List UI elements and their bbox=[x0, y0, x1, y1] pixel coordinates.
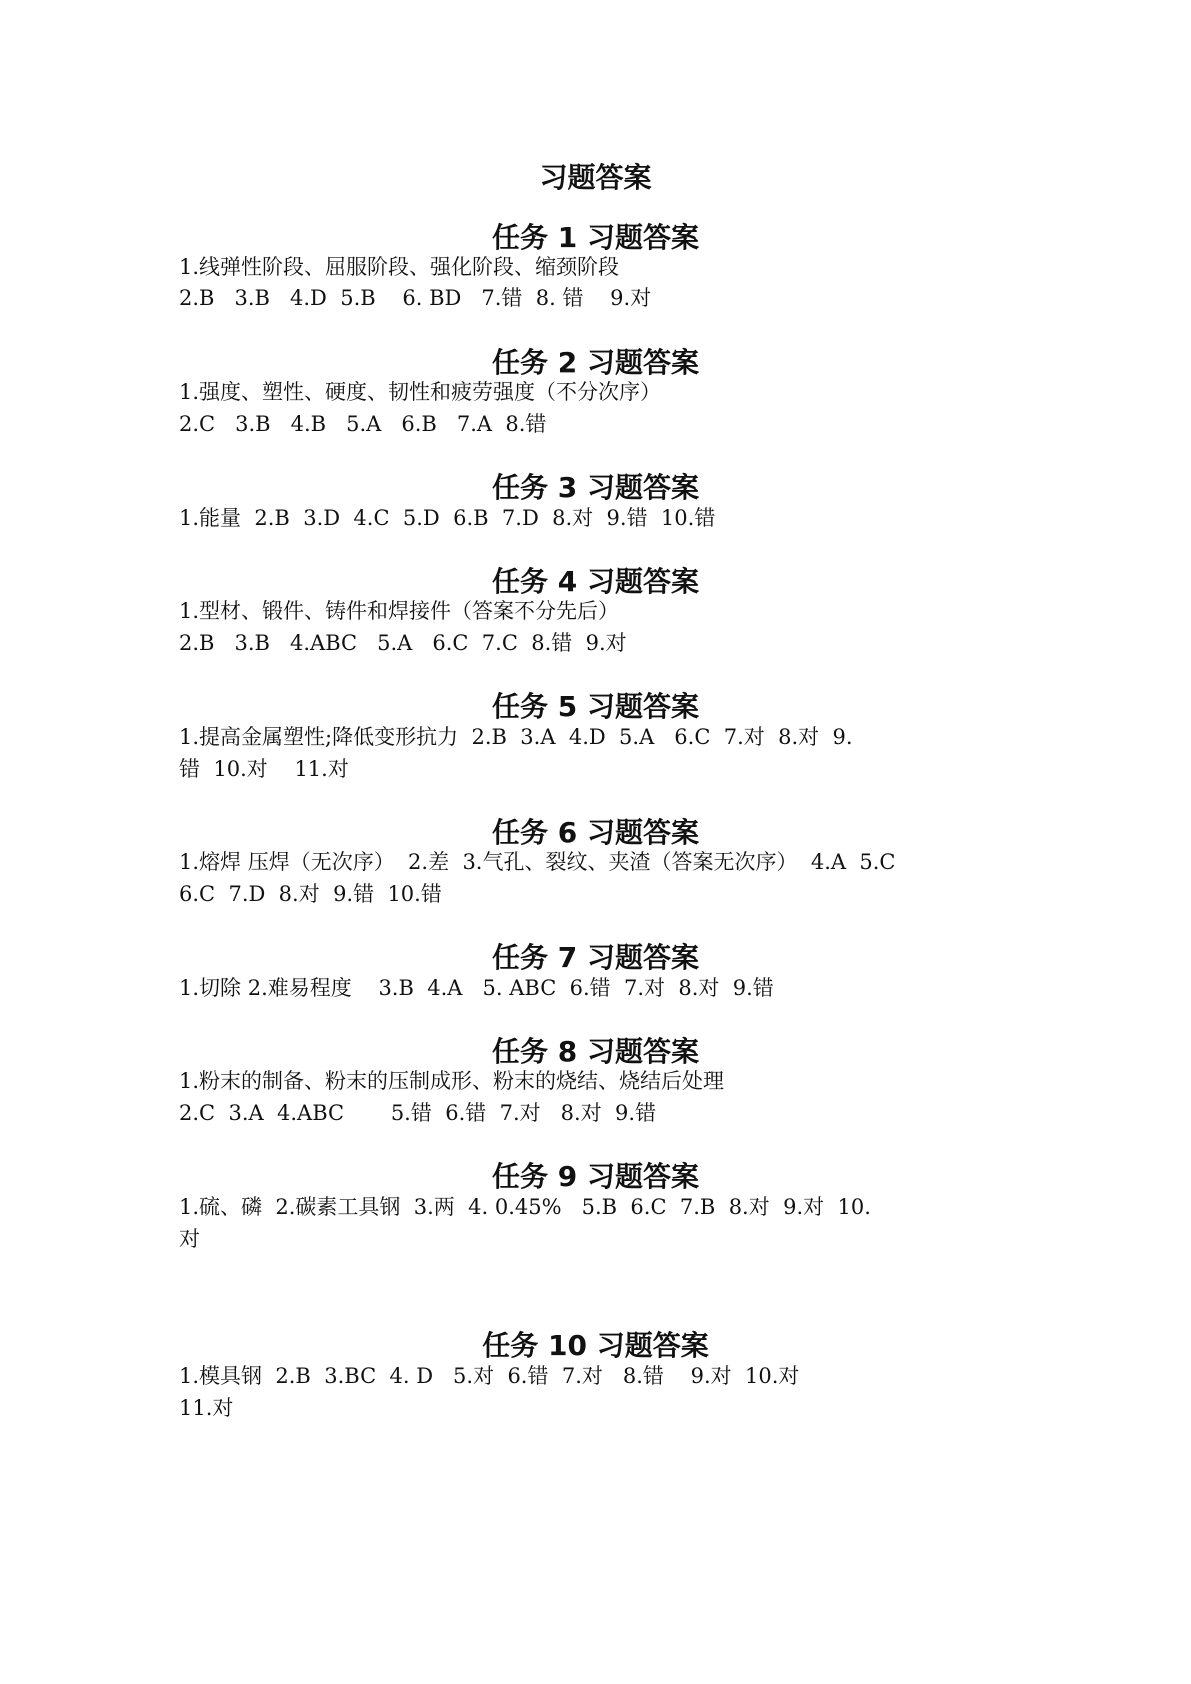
section-6-heading: 任务 6 习题答案 bbox=[492, 816, 699, 849]
section-10-line-2: 11.对 bbox=[179, 1396, 234, 1420]
section-5-line-1: 1.提高金属塑性;降低变形抗力 2.B 3.A 4.D 5.A 6.C 7.对 8.对 9. bbox=[179, 725, 853, 749]
section-9-line-1: 1.硫、磷 2.碳素工具钢 3.两 4. 0.45% 5.B 6.C 7.B 8.对 9.对 10. bbox=[179, 1195, 871, 1219]
section-4-line-2: 2.B 3.B 4.ABC 5.A 6.C 7.C 8.错 9.对 bbox=[179, 631, 627, 655]
section-3-heading: 任务 3 习题答案 bbox=[492, 471, 699, 504]
section-4-heading: 任务 4 习题答案 bbox=[492, 565, 699, 598]
section-8-heading: 任务 8 习题答案 bbox=[492, 1035, 699, 1068]
page-title: 习题答案 bbox=[539, 161, 652, 194]
section-6-line-1: 1.熔焊 压焊（无次序） 2.差 3.气孔、裂纹、夹渣（答案无次序） 4.A 5.C bbox=[179, 850, 896, 874]
section-10-heading: 任务 10 习题答案 bbox=[482, 1329, 709, 1362]
section-9-line-2: 对 bbox=[179, 1227, 200, 1251]
section-7-heading: 任务 7 习题答案 bbox=[492, 941, 699, 974]
section-1-heading: 任务 1 习题答案 bbox=[492, 221, 699, 254]
section-5-line-2: 错 10.对 11.对 bbox=[179, 757, 349, 781]
section-7-line-1: 1.切除 2.难易程度 3.B 4.A 5. ABC 6.错 7.对 8.对 9.错 bbox=[179, 976, 774, 1000]
section-1-line-2: 2.B 3.B 4.D 5.B 6. BD 7.错 8. 错 9.对 bbox=[179, 286, 652, 310]
section-1-line-1: 1.线弹性阶段、屈服阶段、强化阶段、缩颈阶段 bbox=[179, 255, 620, 279]
section-10-line-1: 1.模具钢 2.B 3.BC 4. D 5.对 6.错 7.对 8.错 9.对 10.对 bbox=[179, 1364, 800, 1388]
section-8-line-1: 1.粉末的制备、粉末的压制成形、粉末的烧结、烧结后处理 bbox=[179, 1069, 725, 1093]
section-3-line-1: 1.能量 2.B 3.D 4.C 5.D 6.B 7.D 8.对 9.错 10.错 bbox=[179, 506, 716, 530]
section-4-line-1: 1.型材、锻件、铸件和焊接件（答案不分先后） bbox=[179, 599, 620, 623]
section-5-heading: 任务 5 习题答案 bbox=[492, 690, 699, 723]
section-2-line-2: 2.C 3.B 4.B 5.A 6.B 7.A 8.错 bbox=[179, 412, 547, 436]
section-9-heading: 任务 9 习题答案 bbox=[492, 1160, 699, 1193]
section-6-line-2: 6.C 7.D 8.对 9.错 10.错 bbox=[179, 882, 442, 906]
section-2-heading: 任务 2 习题答案 bbox=[492, 346, 699, 379]
section-2-line-1: 1.强度、塑性、硬度、韧性和疲劳强度（不分次序） bbox=[179, 380, 662, 404]
section-8-line-2: 2.C 3.A 4.ABC 5.错 6.错 7.对 8.对 9.错 bbox=[179, 1101, 657, 1125]
